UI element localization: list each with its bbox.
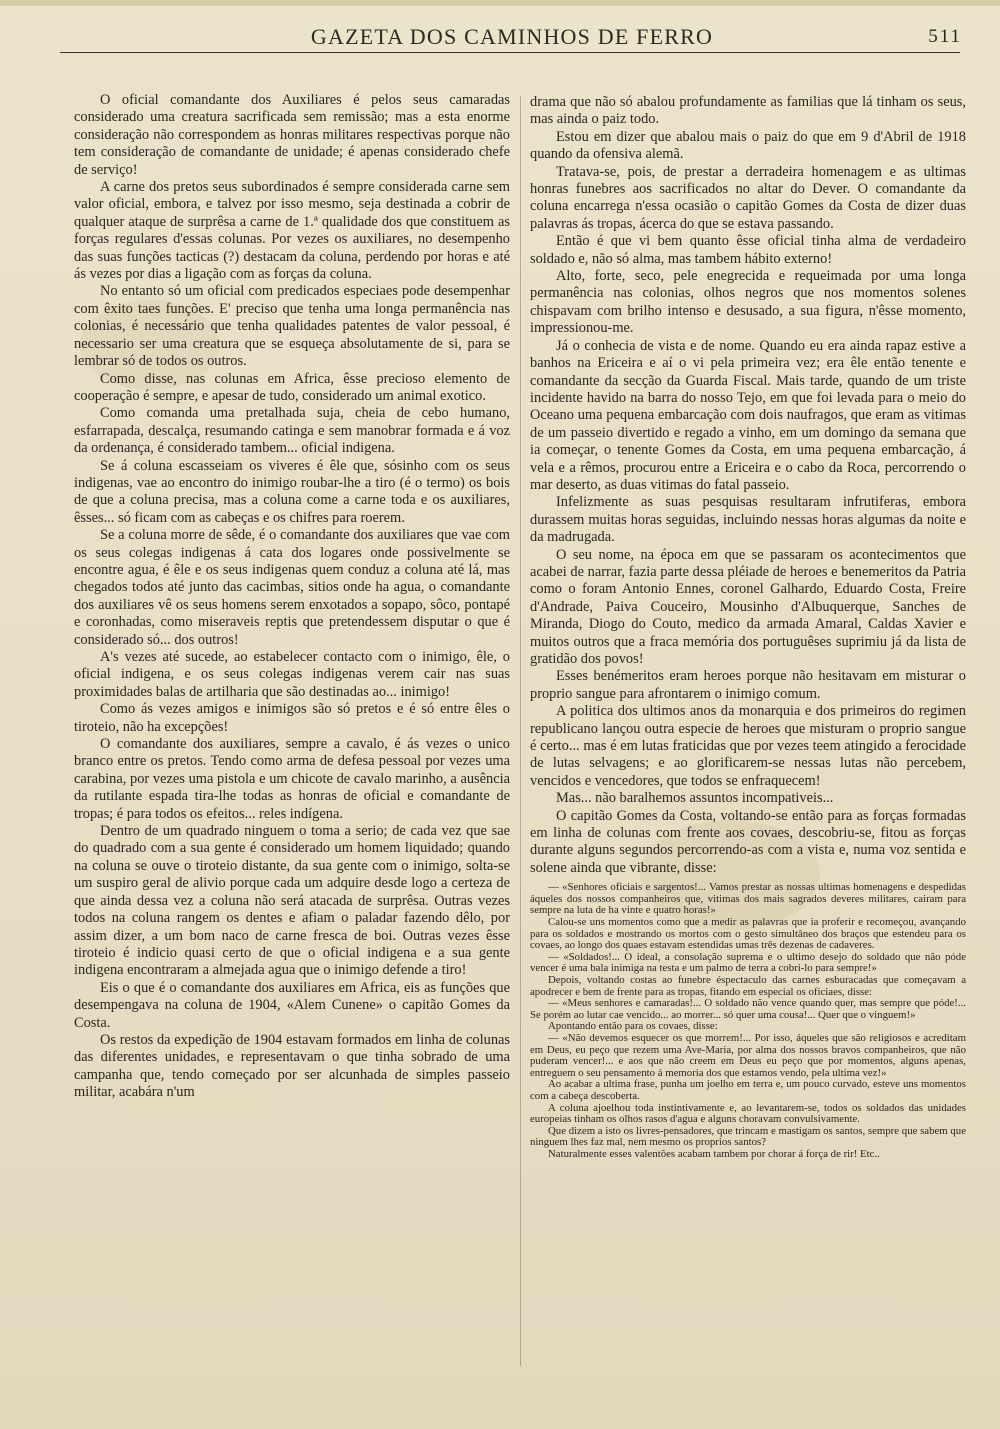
paragraph: No entanto só um oficial com predicados especiaes pode desempenhar com êxito taes funções. E' preciso que tenha uma longa permanência nas colonias, é necessário que tenha qualidades patentes de valor pessoal, é necessario ser uma creatura que se esqueça absolutamente de si, para se lembrar só de todos os outros.	[74, 283, 510, 370]
page-number: 511	[928, 26, 962, 47]
header-rule	[60, 52, 960, 53]
speech-quote-block	[530, 882, 966, 1160]
paragraph: Os restos da expedição de 1904 estavam formados em linha de colunas das diferentes unidades, e representavam o que tinha sobrado de uma campanha que, tendo começado por ser alcunhada de simples passeio militar, acabára n'um	[74, 1031, 510, 1101]
column-divider	[520, 96, 521, 1366]
torn-edge	[0, 0, 1000, 6]
paragraph: Mas... não baralhemos assuntos incompativeis...	[556, 790, 834, 807]
paragraph: A carne dos pretos seus subordinados é sempre considerada carne sem valor oficial, embora, e talvez por isso mesmo, seja destinada a cobrir de qualquer ataque de surprêsa a carne de 1.ª qualidade dos que constituem as forças regulares d'essas colunas. Por vezes os auxiliares, no desempenho das suas funções tacticas (?) destacam da coluna, perdendo por horas e até ás vezes por dias a ligação com as forças da coluna.	[74, 179, 510, 283]
right-column	[530, 94, 966, 1394]
paragraph: A's vezes até sucede, ao estabelecer contacto com o inimigo, êle, o oficial indigena, e os seus colegas indigenas verem cair nas suas proximidades balas de artilharia que são destinadas ao... inimigo!	[74, 649, 510, 700]
paragraph: O seu nome, na época em que se passaram os acontecimentos que acabei de narrar, fazia parte dessa pléiade de heroes e benemeritos da Patria como o foram Antonio Ennes, coronel Galhardo, Eduardo Costa, Freire d'Andrade, Paiva Couceiro, Mousinho d'Albuquerque, Sanches de Miranda, Diogo do Couto, medico da armada Amaral, Caldas Xavier e muitos outros que a fraca memória dos portuguêses suprimiu já da lista de gratidão dos povos!	[530, 546, 966, 667]
paragraph: Eis o que é o comandante dos auxiliares em Africa, eis as funções que desempengava na coluna de 1904, «Alem Cunene» o capitão Gomes da Costa.	[74, 979, 510, 1031]
quote-paragraph: Depois, voltando costas ao funebre éspectaculo das carnes esburacadas que começavam a apodrecer e bem de frente para as tropas, fitando em especial os oficiaes, disse:	[530, 974, 966, 998]
page-header	[62, 24, 962, 54]
paragraph: Se á coluna escasseiam os viveres é êle que, sósinho com os seus indigenas, vae ao encontro do inimigo roubar-lhe a tiro (é o termo) os bois de que a coluna precisa, mas a coluna come a carne toda e os auxiliares, êsses... só ficam com as cabeças e os chifres para roerem.	[74, 457, 510, 526]
paragraph: Então é que vi bem quanto êsse oficial tinha alma de verdadeiro soldado e, não só alma, mas tambem hábito externo!	[530, 233, 966, 267]
quote-paragraph: Apontando então para os covaes, disse:	[548, 1020, 718, 1033]
paragraph: Já o conhecia de vista e de nome. Quando eu era ainda rapaz estive a banhos na Ericeira e aí o vi pela primeira vez; era êle então tenente e comandante da secção da Guarda Fiscal. Mais tarde, quando de um triste incidente havido na barra do nosso Tejo, em que foi levada para o meio do Oceano uma pequena embarcação com dois naufragos, que eram as vitimas de um passeio divertido e regado a vinho, em um domingo da semana que ia começar, o tenente Gomes da Costa, em uma pequena embarcação, á vela e a rêmos, procurou entre a Ericeira e o cabo da Roca, percorrendo o mar deserto, as duas vitimas do fatal passeio.	[530, 337, 966, 493]
paragraph: Tratava-se, pois, de prestar a derradeira homenagem e as ultimas honras funebres aos sacrificados no altar do Dever. O comandante da coluna encarrega n'essa ocasião o capitão Gomes da Costa de dizer duas palavras ás tropas, ácerca do que se estava passando.	[530, 163, 966, 232]
paragraph: A politica dos ultimos anos da monarquia e dos primeiros do regimen republicano lançou outra especie de heroes que misturam o proprio sangue é certo... mas é em lutas fraticidas que por vezes teem atingido a ferocidade de lutas selvagens; e ao glorificarem-se nessas lutas não percebem, vencidos e vencedores, que todos se enfraquecem!	[530, 703, 966, 789]
quote-paragraph: Que dizem a isto os livres-pensadores, que trincam e mastigam os santos, sempre que sabem que ninguem lhes faz mal, nem mesmo os proprios santos?	[530, 1124, 966, 1149]
quote-paragraph: — «Meus senhores e camaradas!... O soldado não vence quando quer, mas sempre que póde!... Se porém ao lutar cae vencido... ao morrer... só quer uma cousa!... Quer que o vinguem!»	[530, 997, 966, 1021]
quote-paragraph: Ao acabar a ultima frase, punha um joelho em terra e, um pouco curvado, esteve uns momentos com a cabeça descoberta.	[530, 1078, 966, 1102]
publication-title: GAZETA DOS CAMINHOS DE FERRO	[310, 24, 714, 49]
paragraph: Estou em dizer que abalou mais o paiz do que em 9 d'Abril de 1918 quando da ofensiva alemã.	[530, 128, 966, 163]
quote-paragraph: — «Soldados!... O ideal, a consolação suprema e o ultimo desejo do soldado que não póde vencer é uma bala inimiga na testa e um palmo de terra a cobri-lo para sempre!»	[530, 950, 966, 975]
paragraph: Como disse, nas colunas em Africa, êsse precioso elemento de cooperação é sempre, e apesar de tudo, considerado um animal exotico.	[74, 370, 510, 404]
quote-paragraph: — «Senhores oficiais e sargentos!... Vamos prestar as nossas ultimas homenagens e despedidas áqueles dos nossos companheiros que, vitimas dos mais sagrados deveres militares, cairam para sempre na luta de ha vinte e quatro horas!»	[530, 881, 966, 917]
paragraph: Infelizmente as suas pesquisas resultaram infrutiferas, embora durassem muitas horas seguidas, incluindo nessas horas algumas da noite e da madrugada.	[530, 494, 966, 546]
paragraph: Como comanda uma pretalhada suja, cheia de cebo humano, esfarrapada, descalça, resumando catinga e sem manobrar formada e á voz da ordenança, é considerado tambem... oficial indigena.	[74, 405, 510, 457]
quote-paragraph: Naturalmente esses valentões acabam tambem por chorar á força de rir! Etc..	[548, 1147, 880, 1160]
paragraph: O oficial comandante dos Auxiliares é pelos seus camaradas considerado uma creatura sacrificada sem remissão; mas a esta enorme consideração não correspondem as honras militares respectivas porque não tem consideração de comandante de unidade; é apenas considerado chefe de serviço!	[74, 92, 510, 178]
paragraph: drama que não só abalou profundamente as familias que lá tinham os seus, mas ainda o paiz todo.	[530, 94, 966, 128]
paragraph: O capitão Gomes da Costa, voltando-se então para as forças formadas em linha de colunas com frente aos covaes, descobriu-se, fitou as forças durante alguns segundos percorrendo-as com a vista e, numa voz sentida e solene ainda que vibrante, disse:	[530, 807, 966, 876]
quote-paragraph: Calou-se uns momentos como que a medir as palavras que ia proferir e recomeçou, avançando para os soldados e mostrando os mortos com o gesto simultâneo dos braços que estendeu para os covaes, ao longo dos quaes estavam estendidas umas três dezenas de cadaveres.	[530, 916, 966, 952]
paragraph: Esses benémeritos eram heroes porque não hesitavam em misturar o proprio sangue para afrontarem o inimigo comum.	[530, 668, 966, 702]
paragraph: Alto, forte, seco, pele enegrecida e requeimada por uma longa permanência nas colonias, olhos negros que nos momentos solenes chispavam com brilho intenso e desusado, a sua figura, n'êsse momento, impressionou-me.	[530, 268, 966, 337]
quote-paragraph: A coluna ajoelhou toda instintivamente e, ao levantarem-se, todos os soldados das unidades europeias tinham os olhos rasos d'agua e alguns choravam convulsivamente.	[530, 1101, 966, 1126]
paragraph: Dentro de um quadrado ninguem o toma a serio; de cada vez que sae do quadrado com a sua gente é considerado um homem liquidado; quando na coluna se ouve o tiroteio distante, da sua gente com o inimigo, solta-se um suspiro geral de alivio porque cada um adquire desde logo a certeza de que ainda dessa vez a coluna não será atacada de surprêsa. Outras vezes todos na coluna rangem os dentes e afiam o paladar fazendo dêlo, por assim dizer, a um bom naco de carne fresca de boi. Outras vezes êsse tiroteio é indicio quasi certo de que o oficial indigena e a sua gente indigena encontraram a almejada agua que o inimigo defende a tiro!	[74, 823, 510, 979]
paragraph: O comandante dos auxiliares, sempre a cavalo, é ás vezes o unico branco entre os pretos. Tendo como arma de defesa pessoal por vezes uma carabina, por vezes uma pistola e um chicote de cavalo marinho, a ausência da rutilante espada tira-lhe todas as honras de oficial e comandante de tropas; é para todos os efeitos... reles indígena.	[74, 736, 510, 822]
quote-paragraph: — «Não devemos esquecer os que morrem!... Por isso, áqueles que são religiosos e acreditam em Deus, eu peço que rezem uma Ave-Maria, por alma dos nossos bravos companheiros, que não puderam vencer!... e aos que não creem em Deus eu peço que por momentos, alguns apenas, entreguem o seu pensamento á memoria dos que estamos vendo, pela ultima vez!»	[530, 1032, 966, 1079]
left-column	[74, 92, 510, 1392]
paragraph: Como ás vezes amigos e inimigos são só pretos e é só entre êles o tiroteio, não ha excepções!	[74, 701, 510, 735]
paragraph: Se a coluna morre de sêde, é o comandante dos auxiliares que vae com os seus colegas indigenas á cata dos logares onde possivelmente se encontre agua, é êle e os seus indigenas quem conduz a coluna até lá, mas chegados todos até junto das cacimbas, sitios onde ha agua, o comandante dos auxiliares vê os seus homens serem enxotados a sopapo, sôco, pontapé e coronhadas, como miseraveis reptis que pretendessem disputar o que é considerado só... dos outros!	[74, 527, 510, 648]
